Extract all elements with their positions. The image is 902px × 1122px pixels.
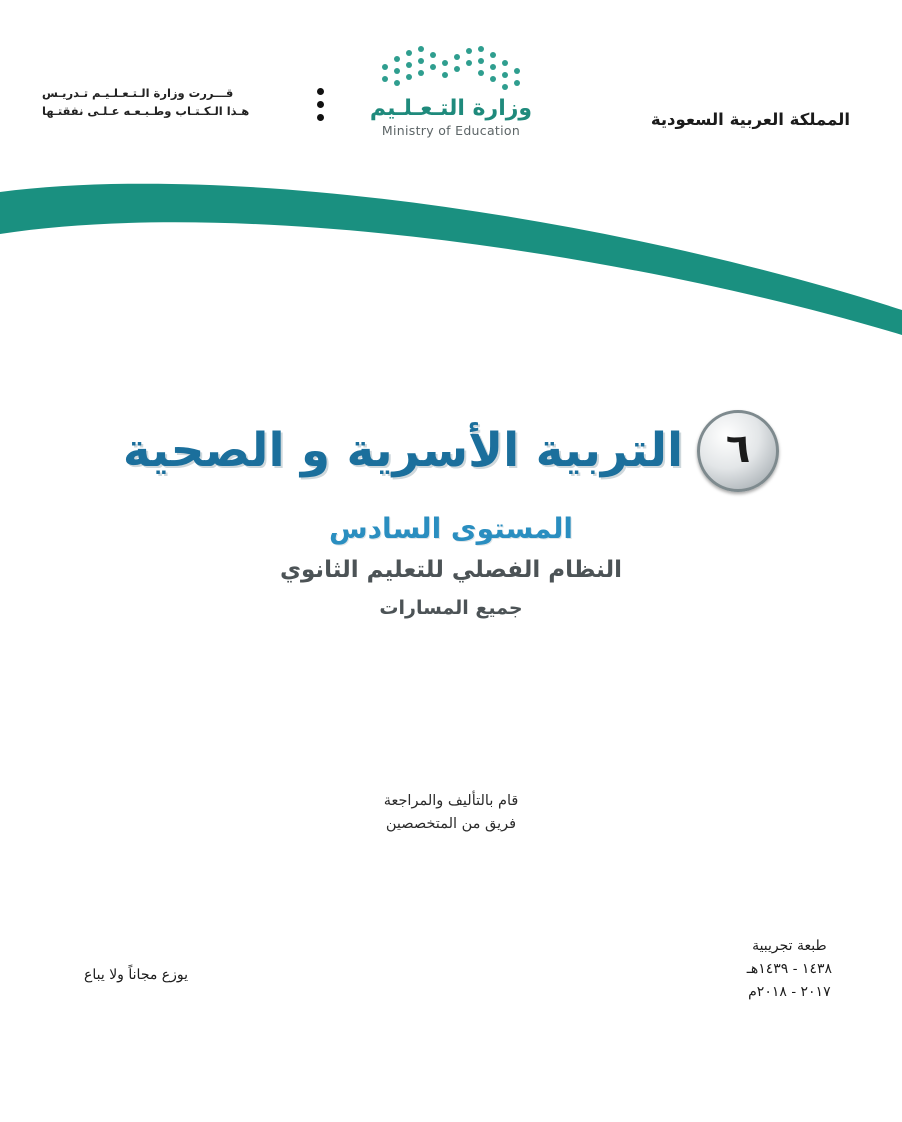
green-swoosh-banner: [0, 170, 902, 335]
ministry-dots-icon: [376, 46, 526, 92]
level-label: المستوى السادس: [329, 512, 573, 545]
edition-block: [747, 935, 832, 1004]
ministry-name-english: Ministry of Education: [381, 123, 521, 138]
book-title: التربية الأسرية و الصحية: [122, 422, 684, 478]
authoring-line-1: قام بالتأليف والمراجعة: [383, 793, 519, 809]
ministry-logo-block: [331, 46, 571, 138]
decree-line-2: هـذا الـكـتـاب وطـبـعـه عـلـى نفقتـها: [42, 104, 250, 118]
level-badge: [697, 410, 779, 492]
distribution-note: يوزع مجاناً ولا يباع: [84, 967, 189, 983]
hijri-years: ١٤٣٨ - ١٤٣٩هـ: [746, 961, 832, 978]
authoring-line-2: فريق من المتخصصين: [385, 816, 517, 833]
title-block: [0, 410, 902, 619]
kingdom-label: المملكة العربية السعودية: [650, 110, 850, 129]
decree-bullet-dots: [317, 88, 324, 121]
cover-header: [0, 0, 902, 175]
authoring-block: [0, 790, 902, 836]
decree-block: [42, 86, 302, 122]
badge-number: ٦: [725, 426, 751, 472]
edition-label: طبعة تجريبية: [752, 938, 827, 954]
tracks-label: جميع المسارات: [379, 597, 523, 619]
system-label: النظام الفصلي للتعليم الثانوي: [279, 557, 623, 583]
main-title-row: [0, 410, 902, 492]
decree-line-1: قـــررت وزارة الـتـعـلـيـم تـدريـس: [42, 86, 234, 100]
ministry-name-arabic: وزارة التـعـلـيم: [369, 96, 533, 121]
gregorian-years: ٢٠١٧ - ٢٠١٨م: [748, 984, 831, 1001]
